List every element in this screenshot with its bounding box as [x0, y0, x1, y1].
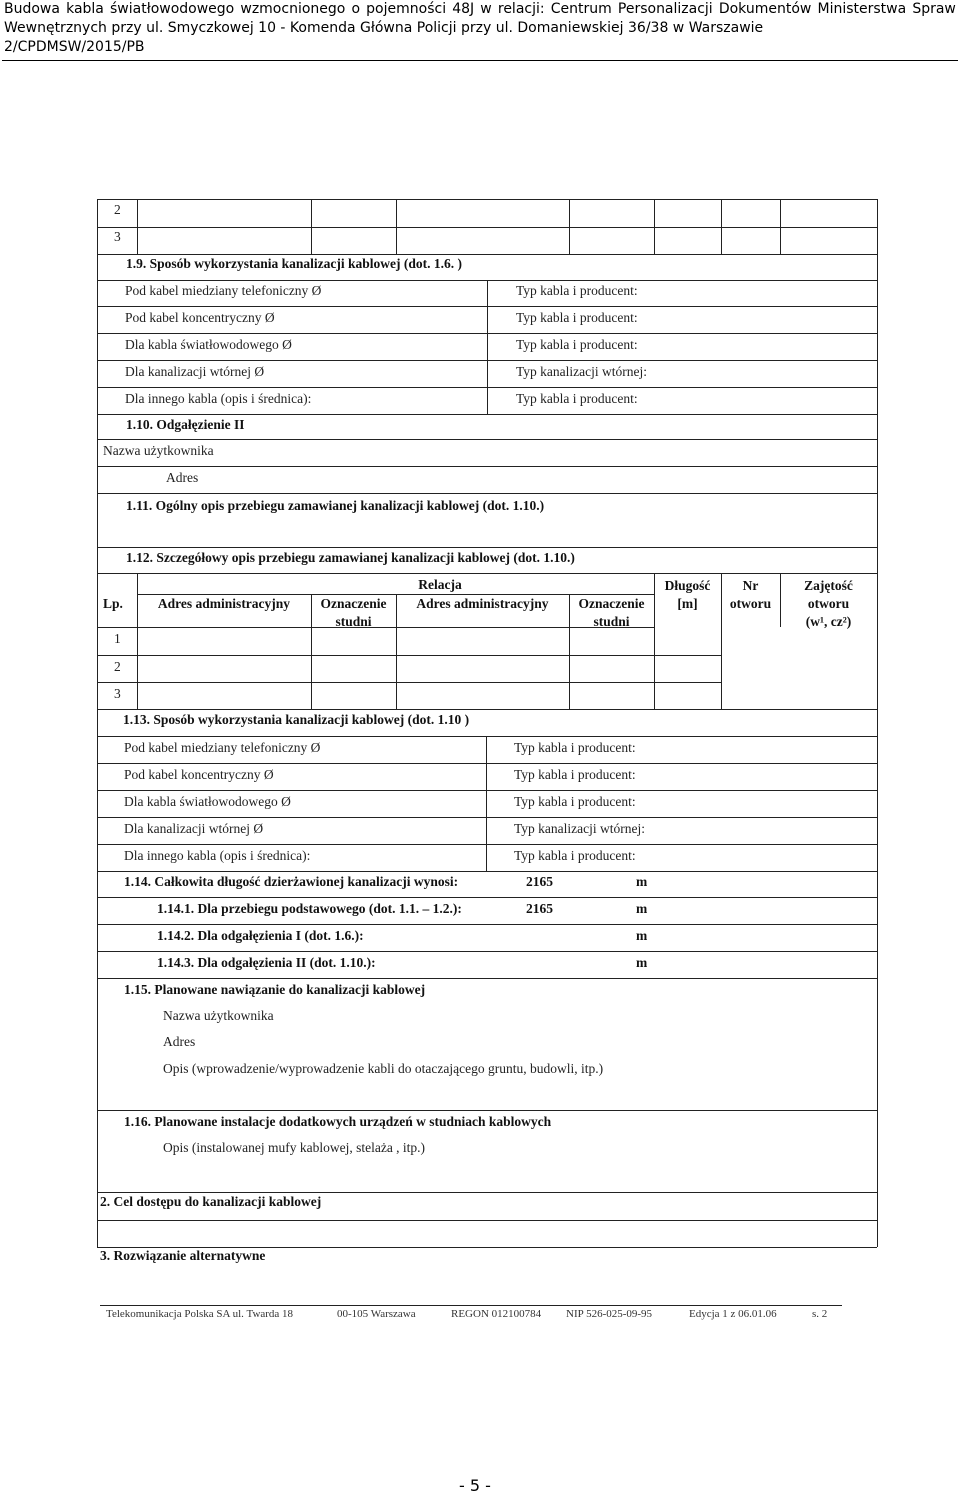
col-divider	[654, 199, 655, 254]
subsection-1-14-1: 1.14.1. Dla przebiegu podstawowego (dot. 1.1. – 1.2.):	[157, 901, 462, 916]
header-word: Dokumentów	[718, 1, 812, 17]
address-header: Adres administracyjny	[416, 596, 549, 611]
row-number: 1	[114, 631, 121, 646]
base-length-value: 2165	[526, 901, 553, 916]
row-divider	[97, 414, 877, 415]
row-divider	[97, 682, 721, 683]
col-divider	[396, 594, 397, 709]
usage-label: Pod kabel koncentryczny Ø	[124, 767, 274, 782]
occupancy-header: (w¹, cz²)	[805, 614, 852, 629]
unit-label: m	[636, 928, 648, 943]
type-label: Typ kabla i producent:	[514, 767, 636, 782]
row-divider	[97, 439, 877, 440]
manhole-header: Oznaczenie	[578, 596, 645, 611]
type-label: Typ kanalizacji wtórnej:	[516, 364, 648, 379]
header-word: pojemności	[366, 1, 447, 17]
row-divider	[97, 466, 877, 467]
length-header: Długość	[664, 578, 711, 593]
col-divider	[721, 573, 722, 709]
type-label: Typ kabla i producent:	[514, 794, 636, 809]
col-divider	[780, 199, 781, 254]
footer-rule	[100, 1305, 842, 1306]
row-number: 3	[114, 686, 121, 701]
row-divider	[97, 573, 877, 574]
usage-label: Dla kanalizacji wtórnej Ø	[125, 364, 265, 379]
row-divider	[97, 1110, 877, 1111]
unit-label: m	[636, 874, 648, 889]
manhole-header: studni	[593, 614, 630, 629]
usage-label: Dla kabla światłowodowego Ø	[124, 794, 291, 809]
type-label: Typ kanalizacji wtórnej:	[514, 821, 646, 836]
section-title-3: 3. Rozwiązanie alternatywne	[100, 1248, 266, 1263]
header-word: Budowa	[4, 1, 60, 17]
footer-company: Telekomunikacja Polska SA ul. Twarda 18	[106, 1308, 294, 1320]
section-title-1-15: 1.15. Planowane nawiązanie do kanalizacji kablowej	[124, 982, 426, 997]
form-left-border	[97, 199, 98, 1247]
occupancy-header: Zajętość	[804, 578, 853, 593]
row-number: 3	[114, 229, 121, 244]
subsection-1-14-2: 1.14.2. Dla odgałęzienia I (dot. 1.6.):	[157, 928, 364, 943]
form-right-border	[877, 199, 878, 1247]
row-divider	[97, 736, 877, 737]
subsection-1-14-3: 1.14.3. Dla odgałęzienia II (dot. 1.10.):	[157, 955, 376, 970]
section-title-1-9: 1.9. Sposób wykorzystania kanalizacji kablowej (dot. 1.6. )	[126, 256, 463, 271]
row-divider	[97, 655, 721, 656]
footer-page: s. 2	[812, 1308, 828, 1320]
row-divider	[97, 493, 877, 494]
manhole-header: studni	[335, 614, 372, 629]
usage-label: Pod kabel miedziany telefoniczny Ø	[125, 283, 322, 298]
row-divider	[97, 763, 877, 764]
header-word: światłowodowego	[110, 1, 235, 17]
footer-nip: NIP 526-025-09-95	[566, 1308, 653, 1320]
header-line-3: 2/CPDMSW/2015/PB	[4, 39, 145, 55]
col-divider	[654, 573, 655, 709]
footer-city: 00-105 Warszawa	[337, 1308, 416, 1320]
header-word: Spraw	[912, 1, 956, 17]
row-divider	[97, 844, 877, 845]
col-divider	[780, 573, 781, 627]
hole-number-header: Nr	[742, 578, 759, 593]
col-divider	[721, 199, 722, 254]
document-header	[4, 0, 956, 57]
header-word: 48J	[452, 1, 475, 17]
header-word: kabla	[66, 1, 104, 17]
col-divider	[569, 199, 570, 254]
usage-label: Dla innego kabla (opis i średnica):	[124, 848, 311, 863]
user-name-label: Nazwa użytkownika	[103, 443, 214, 458]
user-name-label: Nazwa użytkownika	[163, 1008, 274, 1023]
type-label: Typ kabla i producent:	[516, 391, 638, 406]
row-divider	[97, 817, 877, 818]
unit-label: m	[636, 901, 648, 916]
relacja-header: Relacja	[418, 577, 462, 592]
type-label: Typ kabla i producent:	[516, 337, 638, 352]
occupancy-header: otworu	[807, 596, 850, 611]
section-title-1-12: 1.12. Szczegółowy opis przebiegu zamawianej kanalizacji kablowej (dot. 1.10.)	[126, 550, 575, 565]
col-divider	[311, 199, 312, 254]
row-divider	[97, 227, 877, 228]
type-label: Typ kabla i producent:	[516, 283, 638, 298]
row-divider	[97, 547, 877, 548]
header-line-1	[4, 0, 956, 19]
row-divider	[97, 897, 877, 898]
footer-regon: REGON 012100784	[451, 1308, 542, 1320]
lp-header: Lp.	[103, 596, 123, 611]
footer-edition: Edycja 1 z 06.01.06	[689, 1308, 777, 1320]
section-title-1-13: 1.13. Sposób wykorzystania kanalizacji kablowej (dot. 1.10 )	[123, 712, 470, 727]
usage-label: Dla kanalizacji wtórnej Ø	[124, 821, 264, 836]
header-word: Centrum	[550, 1, 612, 17]
hole-number-header: otworu	[729, 596, 772, 611]
usage-label: Pod kabel miedziany telefoniczny Ø	[124, 740, 321, 755]
section-title-1-16: 1.16. Planowane instalacje dodatkowych urządzeń w studniach kablowych	[124, 1114, 552, 1129]
col-divider	[569, 594, 570, 709]
row-divider	[97, 978, 877, 979]
section-title-1-10: 1.10. Odgałęzienie II	[126, 417, 245, 432]
header-word: o	[351, 1, 361, 17]
header-word: w	[480, 1, 492, 17]
type-label: Typ kabla i producent:	[516, 310, 638, 325]
header-word: wzmocnionego	[240, 1, 346, 17]
row-divider	[97, 1220, 877, 1221]
usage-label: Dla innego kabla (opis i średnica):	[125, 391, 312, 406]
length-header: [m]	[677, 596, 698, 611]
row-divider	[97, 709, 877, 710]
form-top-border	[97, 199, 877, 200]
row-divider	[97, 254, 877, 255]
unit-label: m	[636, 955, 648, 970]
header-word: relacji:	[497, 1, 545, 17]
row-divider	[97, 924, 877, 925]
header-word: Personalizacji	[617, 1, 713, 17]
row-divider	[97, 627, 654, 628]
row-divider	[97, 1192, 877, 1193]
description-label: Opis (instalowanej mufy kablowej, stelaża , itp.)	[163, 1140, 426, 1155]
type-label: Typ kabla i producent:	[514, 740, 636, 755]
type-label: Typ kabla i producent:	[514, 848, 636, 863]
usage-label: Pod kabel koncentryczny Ø	[125, 310, 275, 325]
manhole-header: Oznaczenie	[320, 596, 387, 611]
col-divider	[137, 199, 138, 254]
usage-label: Dla kabla światłowodowego Ø	[125, 337, 292, 352]
address-label: Adres	[163, 1034, 196, 1049]
section-title-1-11: 1.11. Ogólny opis przebiegu zamawianej kanalizacji kablowej (dot. 1.10.)	[126, 498, 545, 513]
section-title-2: 2. Cel dostępu do kanalizacji kablowej	[100, 1194, 322, 1209]
section-title-1-14: 1.14. Całkowita długość dzierżawionej kanalizacji wynosi:	[124, 874, 459, 889]
row-divider	[97, 790, 877, 791]
row-number: 2	[114, 202, 121, 217]
header-word: Ministerstwa	[817, 1, 907, 17]
header-line-2: Wewnętrznych przy ul. Smyczkowej 10 - Komenda Główna Policji przy ul. Domaniewskiej 36/38 w Warszawie	[4, 20, 764, 36]
col-divider	[137, 573, 138, 709]
total-length-value: 2165	[526, 874, 553, 889]
col-divider	[486, 736, 487, 871]
description-label: Opis (wprowadzenie/wyprowadzenie kabli do otaczającego gruntu, budowli, itp.)	[163, 1061, 604, 1076]
row-number: 2	[114, 659, 121, 674]
row-divider	[97, 951, 877, 952]
col-divider	[396, 199, 397, 254]
page-number: - 5 -	[459, 1476, 491, 1495]
col-divider	[487, 280, 488, 414]
header-rule	[2, 60, 958, 61]
address-header: Adres administracyjny	[157, 596, 291, 611]
col-divider	[311, 594, 312, 709]
row-divider	[97, 871, 877, 872]
address-label: Adres	[166, 470, 199, 485]
